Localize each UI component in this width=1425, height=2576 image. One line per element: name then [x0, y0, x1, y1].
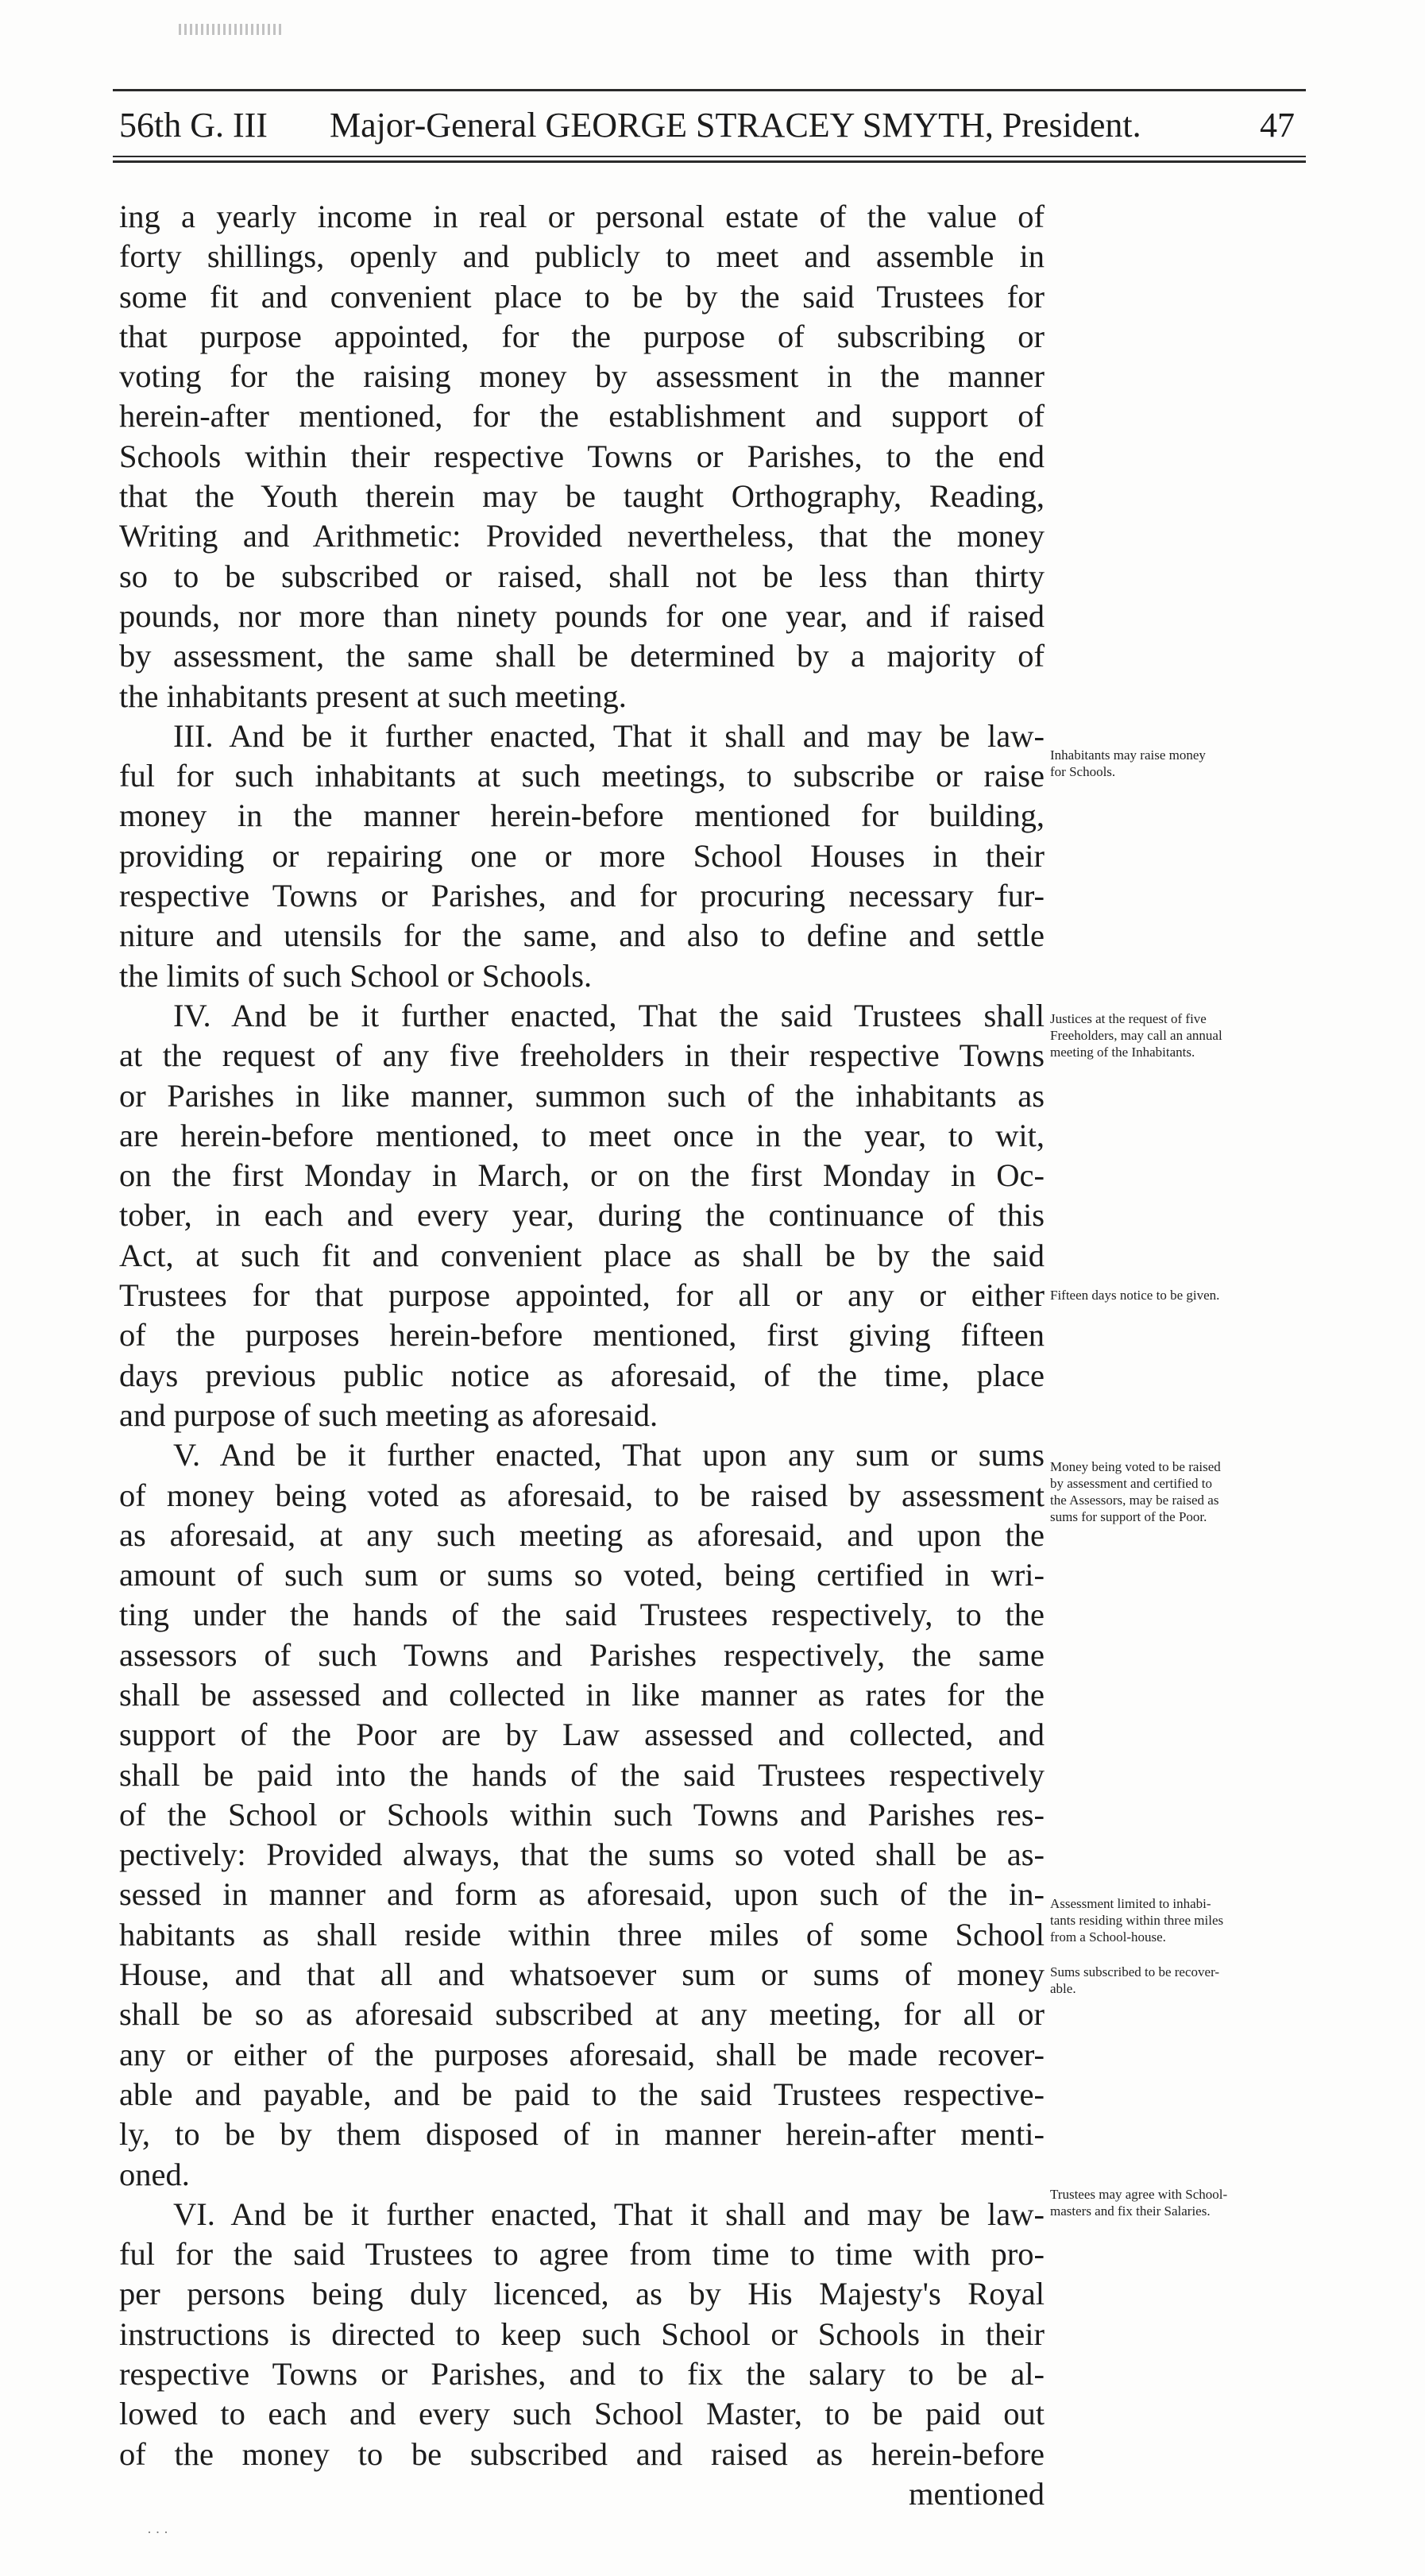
text-line: shall be so as aforesaid subscribed at any meeting, for all or — [119, 1996, 1045, 2033]
section-heading-line: VI. And be it further enacted, That it shall and may be law- — [173, 2196, 1045, 2232]
text-line: of the money to be subscribed and raised as herein-before — [119, 2435, 1045, 2472]
text-line: ting under the hands of the said Trustees respectively, to the — [119, 1597, 1045, 1633]
text-line: amount of such sum or sums so voted, being certified in wri- — [119, 1557, 1045, 1593]
text-line: niture and utensils for the same, and also to define and settle — [119, 917, 1045, 954]
regnal-session: 56th G. III — [119, 106, 268, 145]
print-smudge-mark: · · · — [147, 2524, 168, 2540]
section-heading-line: III. And be it further enacted, That it shall and may be law- — [173, 717, 1045, 754]
text-line: money in the manner herein-before mentioned for building, — [119, 798, 1045, 834]
text-line: are herein-before mentioned, to meet once in the year, to wit, — [119, 1117, 1045, 1153]
text-line: ly, to be by them disposed of in manner herein-after menti- — [119, 2116, 1045, 2153]
text-line: as aforesaid, at any such meeting as aforesaid, and upon the — [119, 1516, 1045, 1553]
text-line: and purpose of such meeting as aforesaid. — [119, 1396, 658, 1433]
text-line: that purpose appointed, for the purpose of subscribing or — [119, 318, 1045, 354]
header-bottom-rule — [113, 156, 1306, 163]
margin-note-schoolmasters: Trustees may agree with School- masters and fix their Salaries. — [1050, 2187, 1228, 2219]
print-speckle-mark — [179, 24, 282, 35]
margin-note-recoverable: Sums subscribed to be recover- able. — [1050, 1964, 1220, 1996]
catchword: mentioned — [909, 2475, 1045, 2512]
margin-note-annual-meeting: Justices at the request of five Freeholders, may call an annual meeting of the Inhabitants. — [1050, 1011, 1222, 1060]
text-line: any or either of the purposes aforesaid, shall be made recover- — [119, 2036, 1045, 2072]
text-line: voting for the raising money by assessment in the manner — [119, 358, 1045, 395]
text-line: respective Towns or Parishes, and for procuring necessary fur- — [119, 878, 1045, 914]
text-line: some fit and convenient place to be by the said Trustees for — [119, 278, 1045, 315]
text-line: of the purposes herein-before mentioned, first giving fifteen — [119, 1317, 1045, 1354]
margin-note-raise-money: Inhabitants may raise money for Schools. — [1050, 747, 1206, 779]
text-line: of the School or Schools within such Towns and Parishes res- — [119, 1796, 1045, 1833]
text-line: House, and that all and whatsoever sum or sums of money — [119, 1956, 1045, 1993]
text-line: tober, in each and every year, during the continuance of this — [119, 1197, 1045, 1234]
text-line: support of the Poor are by Law assessed and collected, and — [119, 1717, 1045, 1753]
page-number: 47 — [1260, 106, 1295, 145]
text-line: forty shillings, openly and publicly to meet and assemble in — [119, 238, 1045, 275]
text-line: ful for such inhabitants at such meetings, to subscribe or raise — [119, 758, 1045, 794]
text-line: respective Towns or Parishes, and to fix the salary to be al- — [119, 2356, 1045, 2393]
text-line: the inhabitants present at such meeting. — [119, 678, 627, 714]
text-line: herein-after mentioned, for the establishment and support of — [119, 398, 1045, 434]
margin-note-assessment: Money being voted to be raised by assessment and certified to the Assessors, may be raised as sums for support of the Poor. — [1050, 1459, 1221, 1524]
margin-note-notice: Fifteen days notice to be given. — [1050, 1288, 1220, 1303]
text-line: the limits of such School or Schools. — [119, 957, 593, 994]
text-line: by assessment, the same shall be determined by a majority of — [119, 638, 1045, 674]
text-line: of money being voted as aforesaid, to be raised by assessment — [119, 1477, 1045, 1513]
header-top-rule — [113, 89, 1306, 91]
text-line: on the first Monday in March, or on the first Monday in Oc- — [119, 1157, 1045, 1194]
text-line: pectively: Provided always, that the sums so voted shall be as- — [119, 1836, 1045, 1873]
text-line: able and payable, and be paid to the said Trustees respective- — [119, 2076, 1045, 2112]
text-line: oned. — [119, 2156, 190, 2192]
statute-body — [119, 197, 1045, 2514]
text-line: sessed in manner and form as aforesaid, upon such of the in- — [119, 1876, 1045, 1913]
text-line: shall be assessed and collected in like manner as rates for the — [119, 1676, 1045, 1713]
text-line: days previous public notice as aforesaid, of the time, place — [119, 1357, 1045, 1393]
section-heading-line: V. And be it further enacted, That upon any sum or sums — [173, 1437, 1045, 1473]
text-line: Trustees for that purpose appointed, for all or any or either — [119, 1277, 1045, 1314]
text-line: Schools within their respective Towns or Parishes, to the end — [119, 438, 1045, 474]
text-line: so to be subscribed or raised, shall not be less than thirty — [119, 558, 1045, 594]
margin-note-three-miles: Assessment limited to inhabi- tants residing within three miles from a School-house. — [1050, 1896, 1224, 1945]
text-line: shall be paid into the hands of the said Trustees respectively — [119, 1756, 1045, 1793]
text-line: assessors of such Towns and Parishes respectively, the same — [119, 1636, 1045, 1673]
text-line: providing or repairing one or more School Houses in their — [119, 837, 1045, 874]
text-line: ing a yearly income in real or personal estate of the value of — [119, 199, 1045, 234]
text-line: habitants as shall reside within three miles of some School — [119, 1916, 1045, 1952]
text-line: Act, at such fit and convenient place as shall be by the said — [119, 1237, 1045, 1273]
text-line: pounds, nor more than ninety pounds for one year, and if raised — [119, 597, 1045, 634]
text-line: ful for the said Trustees to agree from time to time with pro- — [119, 2236, 1045, 2273]
text-line: Writing and Arithmetic: Provided nevertheless, that the money — [119, 518, 1045, 554]
text-line: or Parishes in like manner, summon such of the inhabitants as — [119, 1077, 1045, 1114]
section-heading-line: IV. And be it further enacted, That the said Trustees shall — [173, 997, 1045, 1033]
text-line: lowed to each and every such School Master, to be paid out — [119, 2396, 1045, 2432]
running-title: Major-General GEORGE STRACEY SMYTH, President. — [330, 106, 1141, 145]
text-line: instructions is directed to keep such School or Schools in their — [119, 2315, 1045, 2352]
text-line: that the Youth therein may be taught Orthography, Reading, — [119, 478, 1045, 515]
text-line: per persons being duly licenced, as by His Majesty's Royal — [119, 2276, 1045, 2312]
text-line: at the request of any five freeholders in their respective Towns — [119, 1037, 1045, 1074]
